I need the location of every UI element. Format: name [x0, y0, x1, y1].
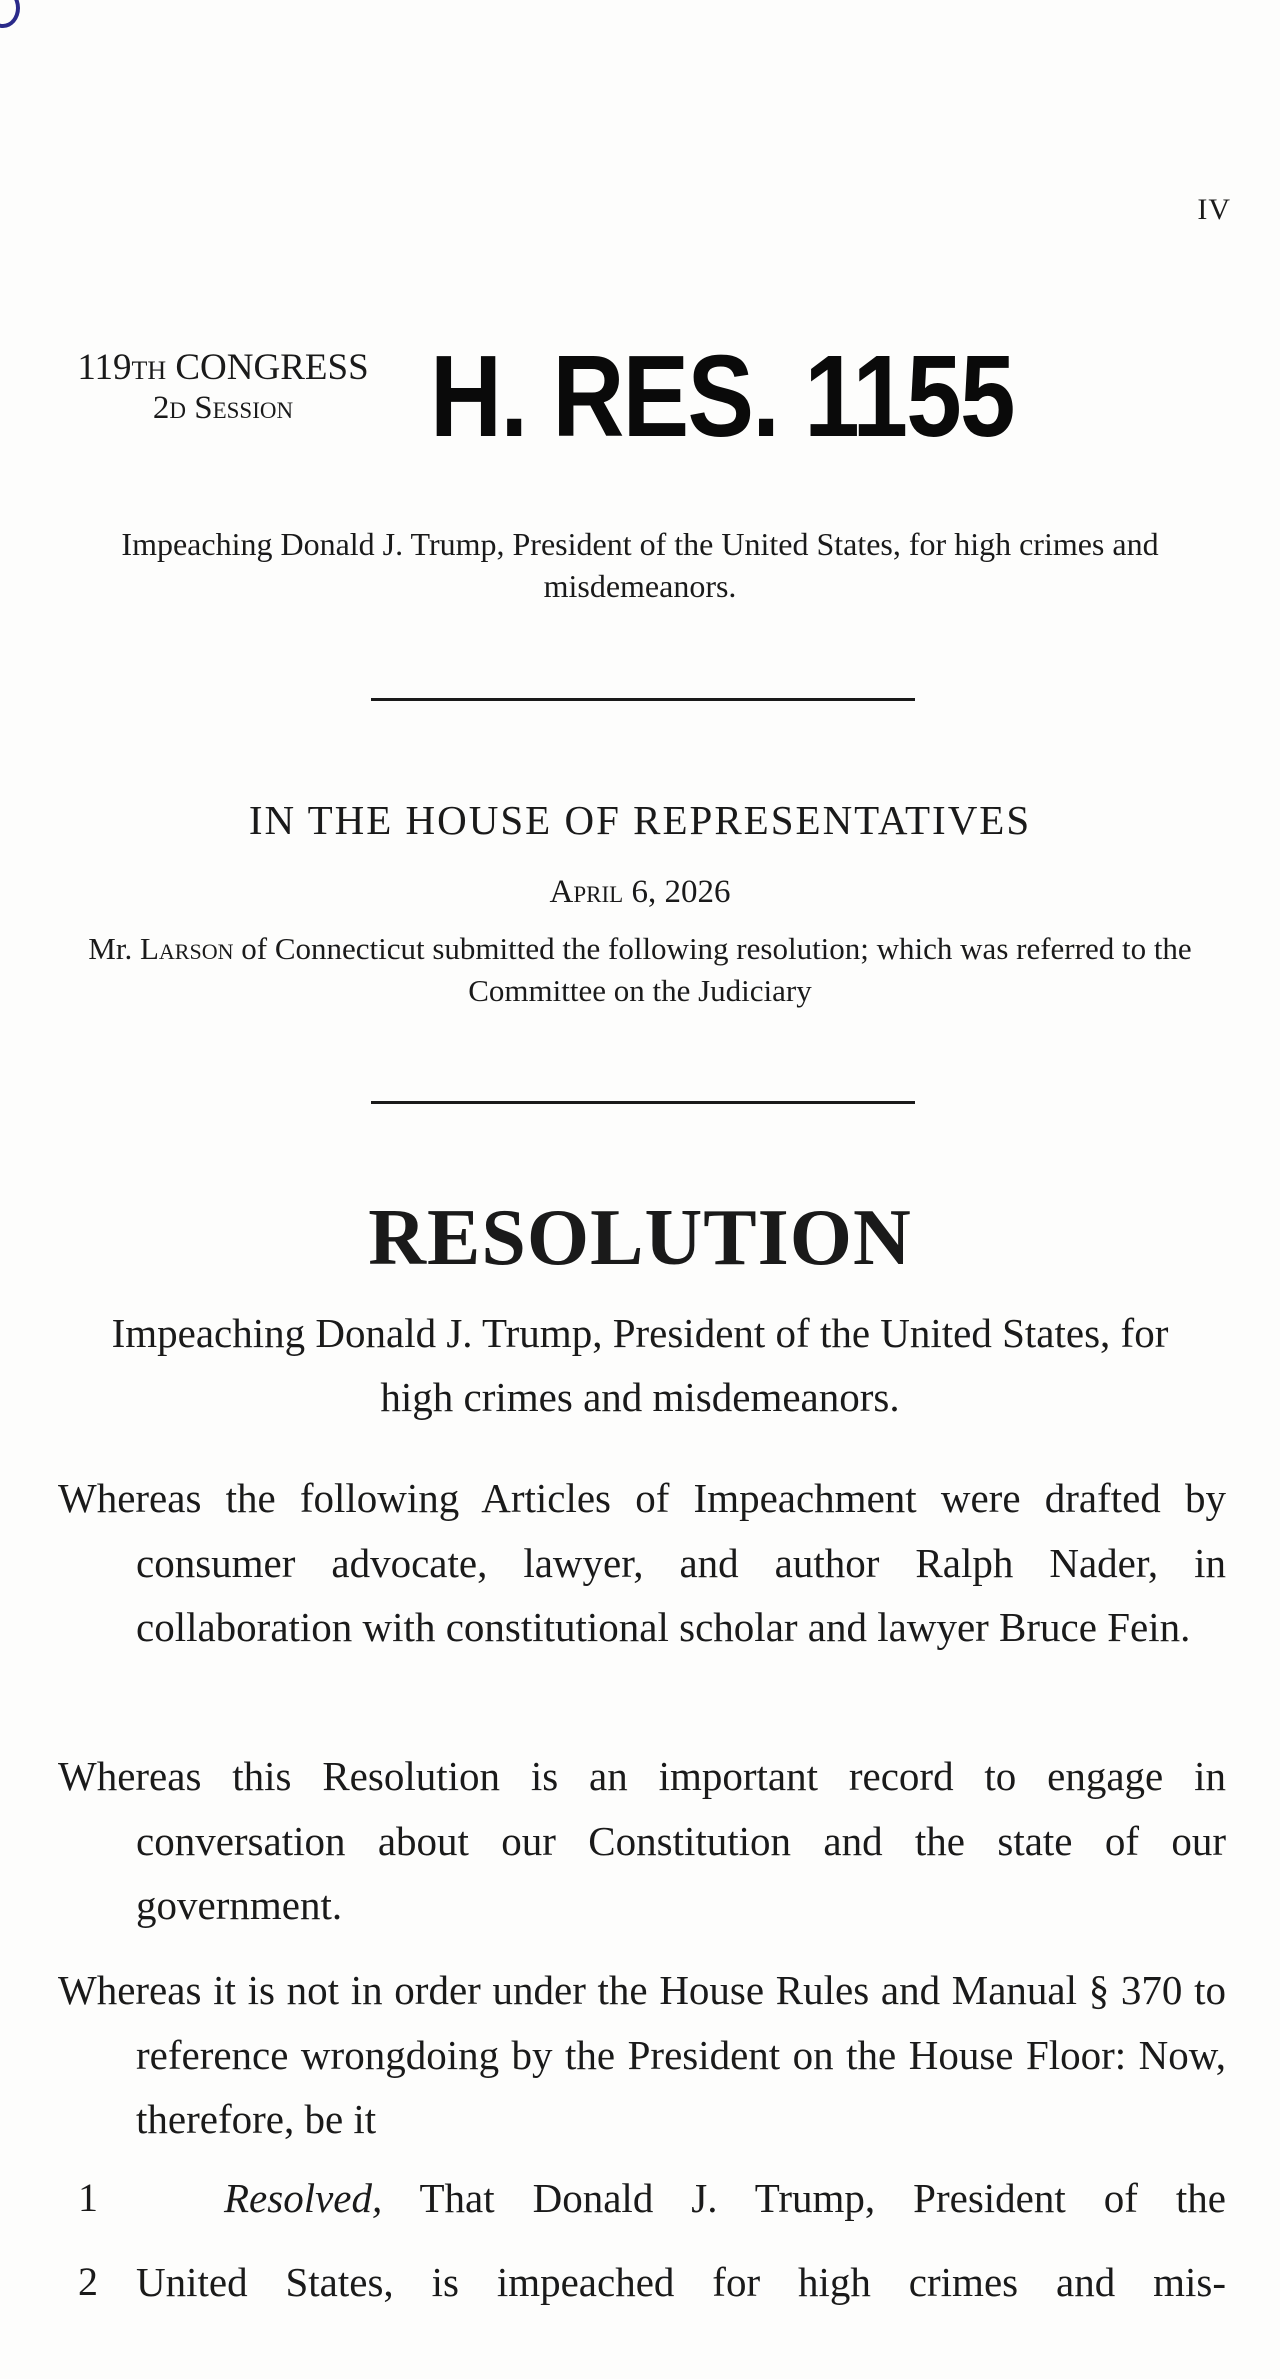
whereas-clause-3: Whereas it is not in order under the House Rules and Manual § 370 to reference wrongdoing by the President on the House Floor: Now, therefore, be it	[58, 1967, 1226, 2142]
bill-number: H. RES. 1155	[430, 331, 1014, 461]
introduction-date: April 6, 2026	[549, 874, 731, 910]
line-number: 2	[78, 2259, 98, 2304]
sponsor-statement	[88, 928, 1192, 1012]
congress-session-block	[58, 348, 388, 428]
sponsor-prefix: Mr.	[88, 931, 140, 966]
divider-rule-top	[371, 698, 915, 701]
divider-rule-bottom	[371, 1101, 915, 1104]
calendar-marker: IV	[1197, 193, 1231, 226]
resolved-line-text: That Donald J. Trump, President of the	[382, 2175, 1226, 2221]
long-title: Impeaching Donald J. Trump, President of the United States, for high crimes and misdemeanors.	[111, 1310, 1169, 1420]
resolved-line-2: United States, is impeached for high crimes and mis-	[136, 2259, 1226, 2305]
sponsor-text: of Connecticut submitted the following resolution; which was referred to the Committee on the Judiciary	[233, 931, 1192, 1008]
document-heading: RESOLUTION	[368, 1194, 912, 1282]
whereas-clause-1: Whereas the following Articles of Impeachment were drafted by consumer advocate, lawyer, and author Ralph Nader, in collaboration with constitutional scholar and lawyer Bruce Fein.	[58, 1475, 1226, 1650]
sponsor-name: Larson	[139, 931, 234, 966]
resolved-word: Resolved,	[224, 2175, 383, 2221]
corner-mark	[0, 0, 20, 28]
house-header: IN THE HOUSE OF REPRESENTATIVES	[248, 797, 1032, 843]
congress-label: 119th CONGRESS	[77, 347, 369, 388]
whereas-clause-2: Whereas this Resolution is an important record to engage in conversation about our Constitution and the state of our government.	[58, 1753, 1226, 1928]
resolved-line-1	[224, 2174, 1226, 2222]
short-title: Impeaching Donald J. Trump, President of the United States, for high crimes and misdemeanors.	[121, 526, 1159, 604]
line-number: 1	[78, 2175, 98, 2220]
session-label: 2d Session	[152, 390, 294, 426]
